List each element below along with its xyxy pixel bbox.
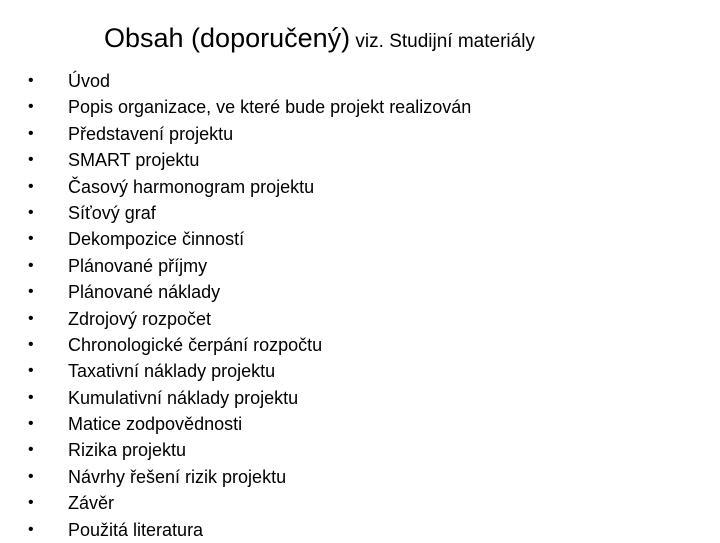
bullet-icon: • [28,520,34,538]
list-item-text: Dekompozice činností [68,229,245,250]
list-item-text: Závěr [68,493,115,514]
bullet-icon: • [28,335,34,353]
list-item-text: Rizika projektu [68,440,187,461]
list-item-text: Popis organizace, ve které bude projekt realizován [68,97,472,118]
bullet-icon: • [28,467,34,485]
bullet-icon: • [28,124,34,142]
bullet-icon: • [28,494,34,512]
list-item-text: Plánované náklady [68,282,221,303]
slide-title [104,20,535,61]
list-item-text: Úvod [68,71,111,91]
bullet-icon: • [28,362,34,380]
bullet-icon: • [28,256,34,274]
bullet-icon: • [28,151,34,169]
title-main: Obsah (doporučený) [104,23,351,53]
title-subtitle: viz. Studijní materiály [350,31,535,52]
bullet-icon: • [28,98,34,116]
bullet-icon: • [28,177,34,195]
bullet-icon: • [28,283,34,301]
list-item-text: Síťový graf [68,202,156,223]
list-item-text: Matice zodpovědnosti [68,414,243,435]
list-item-text: Použitá literatura [68,519,204,540]
bullet-icon: • [28,415,34,433]
list-item-text: Plánované příjmy [68,255,208,276]
list-item-text: Zdrojový rozpočet [68,308,212,329]
list-item-text: Chronologické čerpání rozpočtu [68,334,323,355]
list-item-text: Představení projektu [68,123,234,144]
bullet-icon: • [28,203,34,221]
bullet-icon: • [28,388,34,406]
list-item-text: Návrhy řešení rizik projektu [68,466,287,487]
bullet-icon: • [28,309,34,327]
bullet-icon: • [28,72,34,89]
list-item-text: SMART projektu [68,150,200,171]
bullet-icon: • [28,441,34,459]
bullet-icon: • [28,230,34,248]
list-item-text: Kumulativní náklady projektu [68,387,299,408]
list-item-text: Taxativní náklady projektu [68,361,276,382]
list-item-text: Časový harmonogram projektu [68,176,315,197]
